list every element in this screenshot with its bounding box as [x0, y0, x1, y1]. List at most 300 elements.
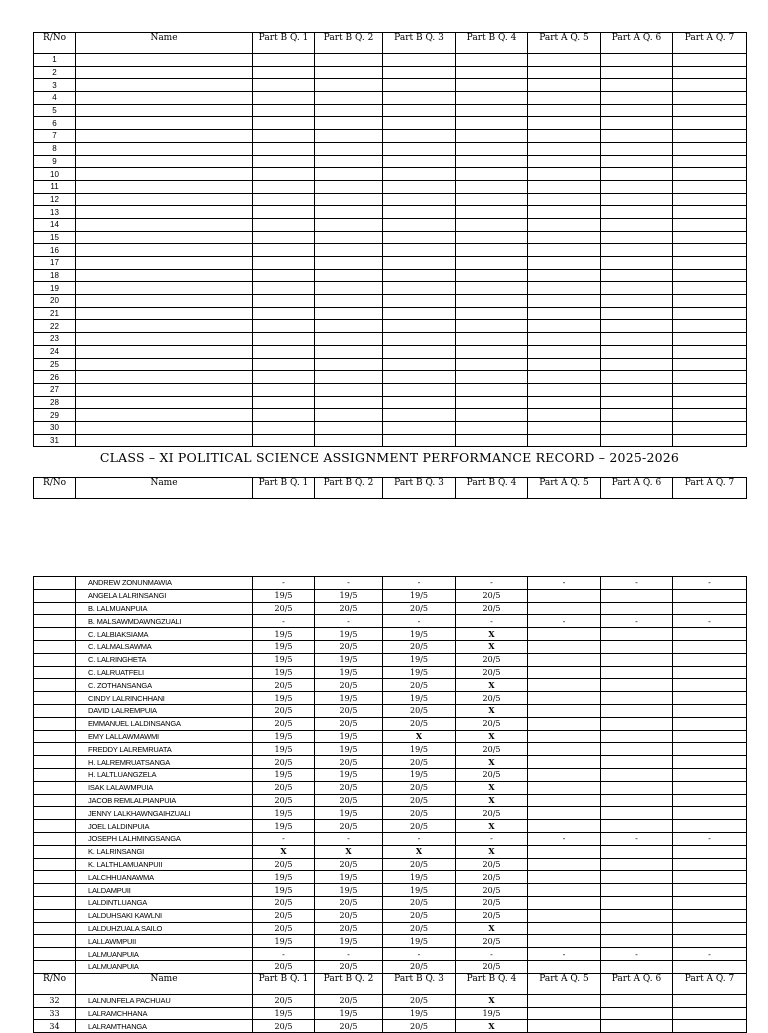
- score-cell: [528, 692, 601, 705]
- roll-number: 7: [34, 130, 76, 143]
- empty-cell: [383, 79, 456, 92]
- score-cell: [528, 1007, 601, 1020]
- table-row: [34, 206, 747, 219]
- empty-cell: [76, 117, 253, 130]
- score-cell: 20/5: [253, 717, 315, 730]
- score-cell: 20/5: [253, 922, 315, 935]
- empty-cell: [601, 371, 673, 384]
- score-cell: [601, 935, 673, 948]
- roll-number: 23: [34, 333, 76, 346]
- student-name: JENNY LALKHAWNGAIHZUALI: [76, 807, 253, 820]
- empty-cell: [383, 130, 456, 143]
- column-header: Part B Q. 2: [315, 478, 383, 499]
- empty-cell: [528, 345, 601, 358]
- table-row: [34, 615, 747, 628]
- empty-cell: [528, 307, 601, 320]
- table-row: [34, 935, 747, 948]
- score-cell: -: [315, 615, 383, 628]
- score-cell: 19/5: [253, 1007, 315, 1020]
- table-row: [34, 640, 747, 653]
- score-cell: 20/5: [315, 756, 383, 769]
- table-row: [34, 218, 747, 231]
- score-cell: X: [315, 845, 383, 858]
- empty-cell: [673, 371, 747, 384]
- column-header: Part A Q. 7: [673, 973, 747, 994]
- empty-cell: [253, 168, 315, 181]
- empty-cell: [673, 409, 747, 422]
- empty-cell: [528, 142, 601, 155]
- score-cell: 20/5: [315, 794, 383, 807]
- table-row: [34, 794, 747, 807]
- student-name: ANDREW ZONUNMAWIA: [76, 577, 253, 590]
- column-header: Part B Q. 2: [315, 973, 383, 994]
- table-row: [34, 960, 747, 973]
- column-header: Name: [76, 478, 253, 499]
- empty-cell: [673, 257, 747, 270]
- score-cell: [601, 756, 673, 769]
- roll-number: 1: [34, 54, 76, 67]
- empty-cell: [673, 231, 747, 244]
- student-name: LALDUHZUALA SAILO: [76, 922, 253, 935]
- empty-cell: [528, 155, 601, 168]
- roll-number: [34, 871, 76, 884]
- column-header: Name: [76, 973, 253, 994]
- roll-number: 21: [34, 307, 76, 320]
- score-cell: 20/5: [253, 994, 315, 1007]
- score-cell: X: [253, 845, 315, 858]
- score-cell: 20/5: [456, 858, 528, 871]
- table-row: [34, 1020, 747, 1033]
- score-cell: X: [456, 704, 528, 717]
- column-header: Part B Q. 3: [383, 973, 456, 994]
- empty-cell: [528, 257, 601, 270]
- score-cell: [673, 960, 747, 973]
- score-cell: [601, 653, 673, 666]
- score-cell: 20/5: [315, 781, 383, 794]
- empty-cell: [383, 193, 456, 206]
- score-cell: 20/5: [456, 666, 528, 679]
- roll-number: [34, 602, 76, 615]
- table-row: [34, 320, 747, 333]
- empty-cell: [76, 54, 253, 67]
- score-cell: -: [253, 577, 315, 590]
- score-cell: 20/5: [253, 679, 315, 692]
- empty-cell: [253, 117, 315, 130]
- empty-cell: [76, 307, 253, 320]
- score-cell: [673, 820, 747, 833]
- empty-cell: [601, 383, 673, 396]
- table-row: [34, 692, 747, 705]
- column-header: Part B Q. 4: [456, 973, 528, 994]
- score-cell: 20/5: [383, 994, 456, 1007]
- empty-cell: [601, 257, 673, 270]
- score-cell: 19/5: [315, 871, 383, 884]
- table-row: [34, 858, 747, 871]
- empty-cell: [456, 168, 528, 181]
- table-row: [34, 845, 747, 858]
- table-row: [34, 193, 747, 206]
- score-cell: X: [456, 820, 528, 833]
- empty-cell: [383, 282, 456, 295]
- score-cell: 20/5: [253, 1020, 315, 1033]
- empty-cell: [315, 92, 383, 105]
- score-cell: -: [456, 615, 528, 628]
- roll-number: [34, 922, 76, 935]
- column-header: Part A Q. 5: [528, 33, 601, 54]
- empty-cell: [315, 54, 383, 67]
- empty-cell: [253, 193, 315, 206]
- empty-cell: [76, 434, 253, 447]
- score-cell: 20/5: [315, 717, 383, 730]
- roll-number: 18: [34, 269, 76, 282]
- roll-number: 16: [34, 244, 76, 257]
- column-header: Part A Q. 5: [528, 478, 601, 499]
- student-name: LALCHHUANAWMA: [76, 871, 253, 884]
- empty-cell: [76, 66, 253, 79]
- empty-cell: [673, 117, 747, 130]
- score-cell: X: [456, 1020, 528, 1033]
- roll-number: [34, 692, 76, 705]
- empty-cell: [673, 66, 747, 79]
- empty-cell: [315, 104, 383, 117]
- empty-cell: [315, 320, 383, 333]
- empty-cell: [673, 79, 747, 92]
- empty-cell: [315, 244, 383, 257]
- empty-cell: [253, 104, 315, 117]
- column-header: Part A Q. 5: [528, 973, 601, 994]
- score-cell: -: [528, 948, 601, 961]
- score-cell: 19/5: [315, 692, 383, 705]
- score-cell: 20/5: [253, 602, 315, 615]
- empty-cell: [456, 409, 528, 422]
- table-row: [34, 295, 747, 308]
- empty-cell: [383, 396, 456, 409]
- score-cell: [673, 884, 747, 897]
- table-row: [34, 666, 747, 679]
- student-name: EMMANUEL LALDINSANGA: [76, 717, 253, 730]
- score-cell: 19/5: [253, 807, 315, 820]
- table-row: [34, 66, 747, 79]
- empty-cell: [456, 206, 528, 219]
- score-cell: [528, 768, 601, 781]
- score-cell: [673, 628, 747, 641]
- empty-cell: [76, 383, 253, 396]
- score-cell: [673, 909, 747, 922]
- score-cell: [673, 666, 747, 679]
- score-cell: 19/5: [315, 935, 383, 948]
- table-row: [34, 257, 747, 270]
- table-row: [34, 743, 747, 756]
- empty-cell: [315, 155, 383, 168]
- empty-cell: [383, 383, 456, 396]
- score-cell: 19/5: [383, 935, 456, 948]
- student-name: LALDUHSAKI KAWLNI: [76, 909, 253, 922]
- empty-cell: [383, 206, 456, 219]
- table-row: [34, 602, 747, 615]
- score-cell: 20/5: [253, 756, 315, 769]
- table-row: [34, 168, 747, 181]
- empty-cell: [528, 282, 601, 295]
- empty-cell: [253, 231, 315, 244]
- score-cell: [528, 756, 601, 769]
- student-name: K. LALTHLAMUANPUII: [76, 858, 253, 871]
- roll-number: [34, 807, 76, 820]
- score-cell: X: [456, 730, 528, 743]
- score-cell: [601, 768, 673, 781]
- score-cell: [528, 820, 601, 833]
- score-cell: 20/5: [456, 884, 528, 897]
- score-cell: 20/5: [383, 820, 456, 833]
- roll-number: 13: [34, 206, 76, 219]
- score-cell: 20/5: [315, 704, 383, 717]
- student-name: LALDINTLUANGA: [76, 896, 253, 909]
- empty-cell: [456, 54, 528, 67]
- column-header: Part B Q. 4: [456, 33, 528, 54]
- empty-cell: [456, 117, 528, 130]
- student-name: JACOB REMLALPIANPUIA: [76, 794, 253, 807]
- column-header: R/No: [34, 33, 76, 54]
- roll-number: [34, 781, 76, 794]
- empty-cell: [253, 421, 315, 434]
- student-name: ANGELA LALRINSANGI: [76, 589, 253, 602]
- empty-cell: [76, 130, 253, 143]
- roll-number: 29: [34, 409, 76, 422]
- empty-cell: [383, 180, 456, 193]
- score-cell: 20/5: [456, 871, 528, 884]
- empty-cell: [673, 54, 747, 67]
- score-cell: [601, 807, 673, 820]
- roll-number: [34, 948, 76, 961]
- roll-number: [34, 960, 76, 973]
- score-cell: 20/5: [383, 717, 456, 730]
- score-cell: -: [528, 832, 601, 845]
- empty-cell: [456, 142, 528, 155]
- empty-cell: [383, 66, 456, 79]
- score-cell: 20/5: [315, 1020, 383, 1033]
- score-cell: -: [673, 615, 747, 628]
- empty-cell: [528, 320, 601, 333]
- column-header: Part B Q. 1: [253, 33, 315, 54]
- score-cell: X: [456, 794, 528, 807]
- score-cell: 19/5: [383, 628, 456, 641]
- student-name: C. LALBIAKSIAMA: [76, 628, 253, 641]
- empty-cell: [76, 155, 253, 168]
- empty-cell: [76, 396, 253, 409]
- empty-cell: [528, 54, 601, 67]
- score-cell: [528, 704, 601, 717]
- student-scores-table: [33, 576, 747, 1033]
- roll-number: [34, 653, 76, 666]
- score-cell: 20/5: [456, 935, 528, 948]
- student-name: B. MALSAWMDAWNGZUALI: [76, 615, 253, 628]
- column-header: Part A Q. 6: [601, 973, 673, 994]
- table-header-row: [34, 33, 747, 54]
- score-cell: -: [383, 615, 456, 628]
- empty-cell: [76, 92, 253, 105]
- empty-cell: [601, 409, 673, 422]
- empty-cell: [315, 231, 383, 244]
- score-cell: 19/5: [456, 1007, 528, 1020]
- score-cell: 19/5: [315, 589, 383, 602]
- empty-cell: [315, 218, 383, 231]
- score-cell: [673, 935, 747, 948]
- column-header: Part B Q. 3: [383, 478, 456, 499]
- score-cell: [601, 884, 673, 897]
- empty-cell: [528, 269, 601, 282]
- table-row: [34, 922, 747, 935]
- score-cell: [601, 820, 673, 833]
- score-cell: X: [383, 845, 456, 858]
- empty-cell: [76, 104, 253, 117]
- table-row: [34, 768, 747, 781]
- empty-cell: [315, 168, 383, 181]
- score-cell: 20/5: [456, 653, 528, 666]
- score-cell: -: [456, 832, 528, 845]
- table-row: [34, 282, 747, 295]
- empty-cell: [601, 130, 673, 143]
- score-cell: 19/5: [253, 692, 315, 705]
- empty-cell: [456, 345, 528, 358]
- roll-number: 4: [34, 92, 76, 105]
- score-cell: [528, 602, 601, 615]
- score-cell: [673, 1007, 747, 1020]
- score-cell: -: [315, 832, 383, 845]
- score-cell: 20/5: [315, 679, 383, 692]
- roll-number: [34, 794, 76, 807]
- roll-number: 31: [34, 434, 76, 447]
- roll-number: 33: [34, 1007, 76, 1020]
- empty-cell: [456, 434, 528, 447]
- empty-cell: [253, 92, 315, 105]
- empty-cell: [253, 345, 315, 358]
- student-name: H. LALREMRUATSANGA: [76, 756, 253, 769]
- table-row: [34, 577, 747, 590]
- score-cell: 20/5: [253, 960, 315, 973]
- empty-cell: [673, 358, 747, 371]
- student-name: ISAK LALAWMPUIA: [76, 781, 253, 794]
- empty-cell: [528, 193, 601, 206]
- roll-number: [34, 896, 76, 909]
- score-cell: 20/5: [383, 756, 456, 769]
- score-cell: X: [456, 679, 528, 692]
- roll-number: 27: [34, 383, 76, 396]
- score-cell: X: [456, 994, 528, 1007]
- empty-cell: [253, 244, 315, 257]
- roll-number: 32: [34, 994, 76, 1007]
- empty-cell: [673, 345, 747, 358]
- student-name: LALLAWMPUII: [76, 935, 253, 948]
- empty-cell: [76, 168, 253, 181]
- student-name: C. LALRINGHETA: [76, 653, 253, 666]
- empty-cell: [528, 104, 601, 117]
- score-cell: -: [673, 832, 747, 845]
- score-cell: [673, 602, 747, 615]
- empty-cell: [383, 257, 456, 270]
- empty-cell: [383, 269, 456, 282]
- table-row: [34, 909, 747, 922]
- score-cell: 20/5: [383, 896, 456, 909]
- empty-cell: [253, 206, 315, 219]
- score-cell: 20/5: [315, 909, 383, 922]
- score-cell: X: [456, 756, 528, 769]
- score-cell: 19/5: [383, 743, 456, 756]
- score-cell: 19/5: [253, 640, 315, 653]
- table-row: [34, 371, 747, 384]
- empty-cell: [315, 434, 383, 447]
- roll-number: 20: [34, 295, 76, 308]
- score-cell: 19/5: [383, 589, 456, 602]
- score-cell: -: [315, 948, 383, 961]
- score-cell: [601, 922, 673, 935]
- score-cell: [528, 679, 601, 692]
- roll-number: [34, 679, 76, 692]
- student-name: C. ZOTHANSANGA: [76, 679, 253, 692]
- score-cell: [673, 807, 747, 820]
- empty-cell: [673, 218, 747, 231]
- table-header-row: [34, 478, 747, 499]
- column-header: Part B Q. 1: [253, 973, 315, 994]
- score-cell: -: [456, 948, 528, 961]
- score-cell: 20/5: [456, 602, 528, 615]
- roll-number: 24: [34, 345, 76, 358]
- score-cell: 20/5: [383, 807, 456, 820]
- empty-cell: [383, 54, 456, 67]
- empty-cell: [673, 421, 747, 434]
- score-cell: 20/5: [315, 960, 383, 973]
- score-cell: [528, 994, 601, 1007]
- empty-cell: [253, 257, 315, 270]
- score-cell: 20/5: [383, 794, 456, 807]
- empty-cell: [456, 79, 528, 92]
- table-row: [34, 884, 747, 897]
- score-cell: 19/5: [383, 1007, 456, 1020]
- empty-cell: [601, 117, 673, 130]
- empty-cell: [253, 269, 315, 282]
- empty-cell: [76, 358, 253, 371]
- score-cell: [528, 1020, 601, 1033]
- score-cell: 20/5: [383, 781, 456, 794]
- empty-cell: [315, 307, 383, 320]
- empty-cell: [673, 244, 747, 257]
- empty-cell: [601, 421, 673, 434]
- roll-number: [34, 628, 76, 641]
- empty-cell: [673, 434, 747, 447]
- empty-cell: [456, 396, 528, 409]
- empty-cell: [601, 79, 673, 92]
- score-cell: [673, 994, 747, 1007]
- empty-cell: [76, 244, 253, 257]
- score-cell: 20/5: [456, 896, 528, 909]
- score-cell: [673, 704, 747, 717]
- empty-cell: [253, 396, 315, 409]
- empty-cell: [315, 117, 383, 130]
- roll-number: [34, 577, 76, 590]
- empty-cell: [76, 218, 253, 231]
- roll-number: 25: [34, 358, 76, 371]
- student-name: EMY LALLAWMAWMI: [76, 730, 253, 743]
- score-cell: 20/5: [253, 858, 315, 871]
- empty-cell: [456, 383, 528, 396]
- empty-cell: [383, 295, 456, 308]
- table-row: [34, 307, 747, 320]
- roll-number: [34, 909, 76, 922]
- score-cell: [673, 692, 747, 705]
- score-cell: 20/5: [456, 743, 528, 756]
- roll-number: 2: [34, 66, 76, 79]
- score-cell: 20/5: [253, 781, 315, 794]
- roll-number: [34, 589, 76, 602]
- empty-cell: [383, 358, 456, 371]
